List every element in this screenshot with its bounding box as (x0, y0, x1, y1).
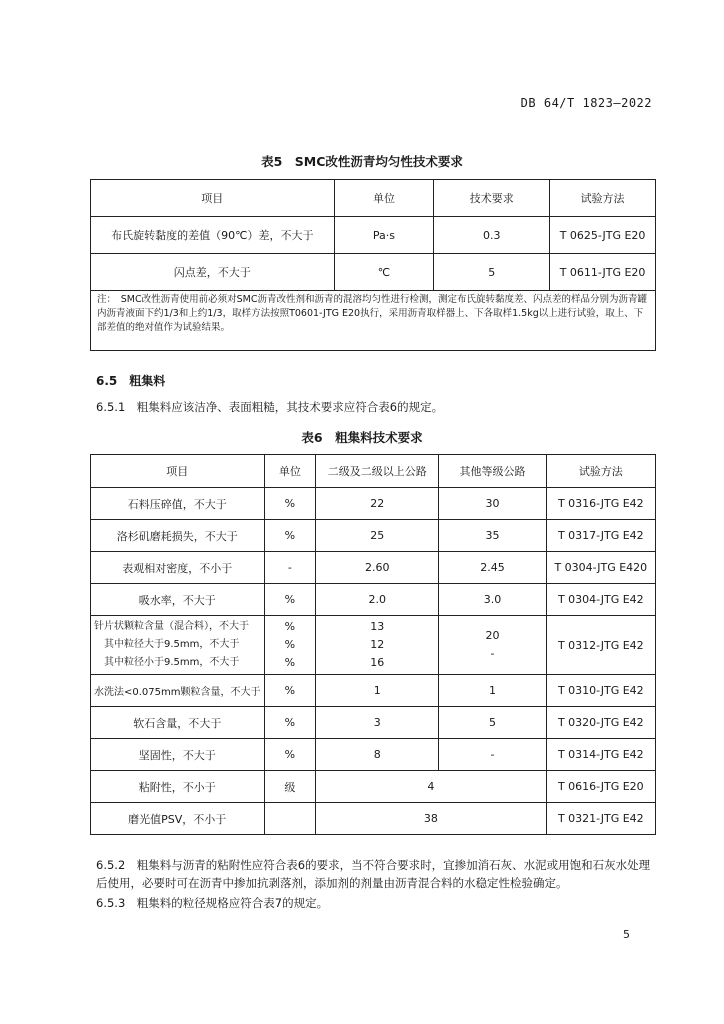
needle-v2-total: 20 (485, 629, 500, 642)
table6-cell-unit (264, 803, 316, 835)
table6-cell-item: 软石含量，不大于 (91, 707, 265, 739)
table6-cell-item: 表观相对密度，不小于 (91, 552, 265, 584)
table6-cell-v2: 5 (439, 707, 546, 739)
needle-unit-large: % (284, 638, 296, 651)
table6-cell-method: T 0320-JTG E42 (546, 707, 655, 739)
table-row (91, 707, 656, 739)
table6-cell-unit: - (264, 552, 316, 584)
needle-item-small: 其中粒径小于9.5mm，不大于 (104, 657, 240, 668)
table6 (90, 454, 656, 835)
table5-note: 注： SMC改性沥青使用前必须对SMC沥青改性剂和沥青的混溶均匀性进行检测，测定布氏旋转黏度差、闪点差的样品分别为沥青罐内沥青液面下约1/3和上约1/3，取样方法按照T0601-JTG E20执行，采用沥青取样器上、下各取样1.5kg以上进行试验，取上、下部差值的绝对值作为试验结果。 (91, 291, 656, 351)
table5-cell-unit: ℃ (334, 254, 434, 291)
paragraph-6-5-1: 6.5.1 粗集料应该洁净、表面粗糙，其技术要求应符合表6的规定。 (96, 400, 444, 414)
needle-v1-large: 12 (370, 638, 385, 651)
table6-cell-method: T 0321-JTG E42 (546, 803, 655, 835)
table6-cell-method: T 0316-JTG E42 (546, 488, 655, 520)
table6-cell-method: T 0304-JTG E420 (546, 552, 655, 584)
table6-cell-item: 石料压碎值，不大于 (91, 488, 265, 520)
table6-cell-method: T 0304-JTG E42 (546, 584, 655, 616)
table6-header-unit: 单位 (264, 455, 316, 488)
table6-caption: 表6 粗集料技术要求 (301, 430, 423, 445)
table6-cell-unit: 级 (264, 771, 316, 803)
table6-cell-merged-value: 38 (316, 803, 546, 835)
needle-item-total: 针片状颗粒含量（混合料），不大于 (94, 621, 249, 632)
table6-cell-v2: 35 (439, 520, 546, 552)
table6-cell-v1: 3 (316, 707, 439, 739)
table5-header-req: 技术要求 (434, 180, 550, 217)
table5-cell-item: 布氏旋转黏度的差值（90℃）差，不大于 (91, 217, 335, 254)
paragraph-6-5-3: 6.5.3 粗集料的粒径规格应符合表7的规定。 (96, 896, 329, 910)
table6-cell-unit: % (264, 675, 316, 707)
table-row (91, 488, 656, 520)
table5-header-row (91, 180, 656, 217)
table6-cell-v2: 2.45 (439, 552, 546, 584)
table5-cell-req: 0.3 (434, 217, 550, 254)
table5 (90, 179, 656, 351)
table6-cell-v1: 1 (316, 675, 439, 707)
table-row (91, 739, 656, 771)
table-row (91, 584, 656, 616)
paragraph-6-5-2: 6.5.2 粗集料与沥青的粘附性应符合表6的要求，当不符合要求时，宜掺加消石灰、水泥或用饱和石灰水处理后使用，必要时可在沥青中掺加抗剥落剂，添加剂的剂量由沥青混合料的水稳定性检验确定。 (96, 858, 651, 890)
table6-cell-unit: % (264, 488, 316, 520)
table5-header-item: 项目 (91, 180, 335, 217)
table6-cell-v2 (439, 616, 546, 675)
table5-header-method: 试验方法 (550, 180, 656, 217)
table-row (91, 675, 656, 707)
table6-header-method: 试验方法 (546, 455, 655, 488)
table6-cell-v2: - (439, 739, 546, 771)
table6-cell-item: 粘附性，不小于 (91, 771, 265, 803)
table6-cell-unit: % (264, 584, 316, 616)
table6-cell-item (91, 616, 265, 675)
table6-cell-item: 吸水率，不大于 (91, 584, 265, 616)
table5-cell-unit: Pa·s (334, 217, 434, 254)
table5-header-unit: 单位 (334, 180, 434, 217)
table-row (91, 803, 656, 835)
table5-cell-item: 闪点差，不大于 (91, 254, 335, 291)
table6-cell-unit: % (264, 520, 316, 552)
table6-cell-item: 坚固性，不大于 (91, 739, 265, 771)
table-row (91, 520, 656, 552)
table6-header-row (91, 455, 656, 488)
table6-header-grade2: 其他等级公路 (439, 455, 546, 488)
needle-v1-total: 13 (370, 620, 385, 633)
table5-cell-method: T 0625-JTG E20 (550, 217, 656, 254)
table-row (91, 771, 656, 803)
needle-v2-small: - (490, 647, 495, 660)
table6-cell-v1: 2.60 (316, 552, 439, 584)
needle-v1-small: 16 (370, 656, 385, 669)
table6-cell-item: 水洗法<0.075mm颗粒含量，不大于 (91, 675, 265, 707)
table6-cell-method: T 0312-JTG E42 (546, 616, 655, 675)
table5-note-row (91, 291, 656, 351)
table6-cell-v2: 3.0 (439, 584, 546, 616)
table-row (91, 254, 656, 291)
table6-cell-method: T 0317-JTG E42 (546, 520, 655, 552)
table6-cell-item: 磨光值PSV，不小于 (91, 803, 265, 835)
table6-cell-v1 (316, 616, 439, 675)
document-code: DB 64/T 1823—2022 (520, 96, 652, 110)
table6-cell-v1: 2.0 (316, 584, 439, 616)
page-number: 5 (623, 928, 630, 941)
table6-cell-v2: 1 (439, 675, 546, 707)
table6-cell-unit: % (264, 707, 316, 739)
table5-cell-req: 5 (434, 254, 550, 291)
table6-cell-method: T 0314-JTG E42 (546, 739, 655, 771)
table6-cell-method: T 0310-JTG E42 (546, 675, 655, 707)
table6-header-grade1: 二级及二级以上公路 (316, 455, 439, 488)
table6-cell-unit: % (264, 739, 316, 771)
table6-cell-v1: 22 (316, 488, 439, 520)
needle-item-large: 其中粒径大于9.5mm，不大于 (104, 639, 240, 650)
table6-cell-v1: 25 (316, 520, 439, 552)
table6-cell-merged-value: 4 (316, 771, 546, 803)
table6-cell-v2: 30 (439, 488, 546, 520)
table-row (91, 217, 656, 254)
table-row (91, 552, 656, 584)
table5-caption: 表5 SMC改性沥青均匀性技术要求 (261, 154, 463, 169)
table6-cell-unit (264, 616, 316, 675)
table6-header-item: 项目 (91, 455, 265, 488)
table6-cell-v1: 8 (316, 739, 439, 771)
needle-unit-total: % (284, 620, 296, 633)
table6-cell-method: T 0616-JTG E20 (546, 771, 655, 803)
table5-cell-method: T 0611-JTG E20 (550, 254, 656, 291)
table6-cell-item: 洛杉矶磨耗损失，不大于 (91, 520, 265, 552)
table-row-needle-flake (91, 616, 656, 675)
section-heading: 6.5 粗集料 (96, 374, 166, 388)
needle-unit-small: % (284, 656, 296, 669)
